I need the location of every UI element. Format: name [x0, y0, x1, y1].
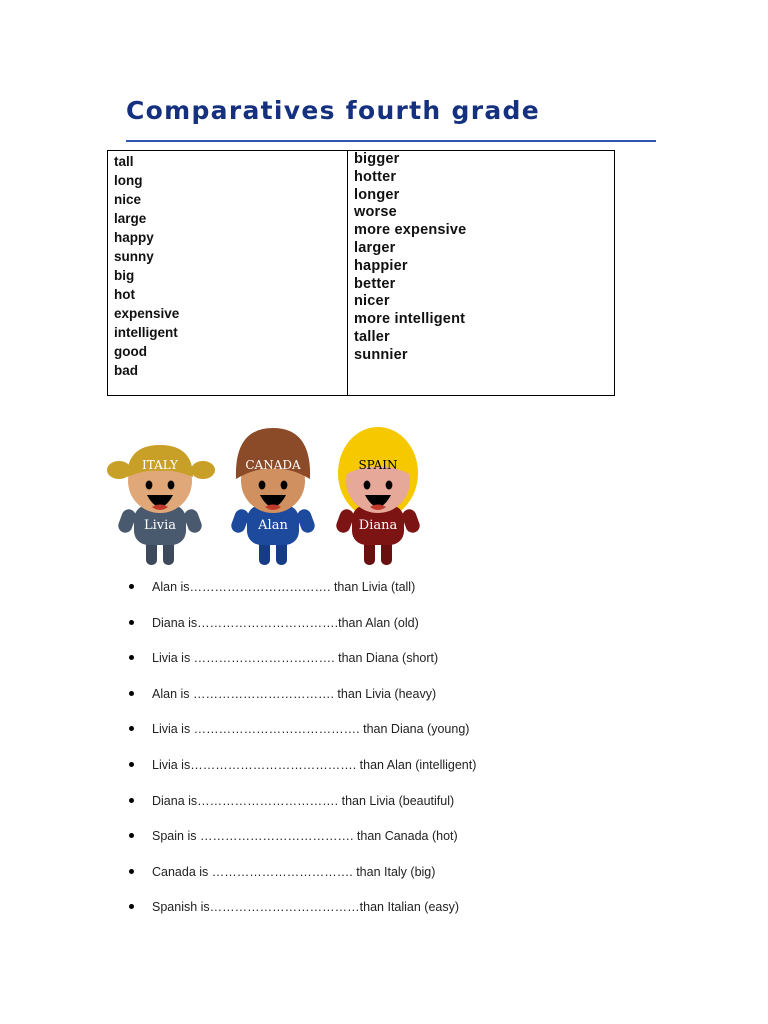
exercise-text: Spain is ………………………………. than Canada (hot): [152, 829, 458, 844]
country-label: SPAIN: [358, 458, 398, 472]
adjective-item: expensive: [114, 306, 180, 321]
adjective-item: long: [114, 173, 143, 188]
child-figure: [323, 425, 433, 570]
adjective-item: intelligent: [114, 325, 178, 340]
child-icon: [105, 425, 215, 570]
bullet-icon: [129, 798, 134, 803]
exercise-item: [127, 720, 476, 756]
comparative-column: [348, 151, 614, 395]
adjective-item: large: [114, 211, 147, 226]
bullet-icon: [129, 833, 134, 838]
adjective-item: bad: [114, 363, 139, 378]
child-name-label: Alan: [258, 518, 288, 533]
bullet-icon: [129, 869, 134, 874]
bullet-icon: [129, 691, 134, 696]
adjective-item: hot: [114, 287, 135, 302]
comparative-item: sunnier: [354, 346, 408, 363]
exercise-list: [127, 578, 476, 934]
bullet-icon: [129, 584, 134, 589]
exercise-text: Alan is……………………………. than Livia (tall): [152, 580, 416, 594]
title-underline: [126, 140, 656, 142]
children-illustration: [105, 425, 425, 570]
comparative-item: longer: [354, 186, 400, 203]
exercise-item: [127, 756, 476, 792]
child-figure: [105, 425, 215, 570]
bullet-icon: [129, 726, 134, 731]
child-figure: [218, 425, 328, 570]
exercise-item: [127, 792, 476, 828]
exercise-item: [127, 863, 476, 899]
exercise-item: [127, 614, 476, 650]
comparative-item: happier: [354, 257, 408, 274]
child-icon: [323, 425, 433, 570]
bullet-icon: [129, 904, 134, 909]
exercise-item: [127, 578, 476, 614]
comparative-item: bigger: [354, 151, 400, 167]
exercise-text: Livia is …………………………………. than Diana (young): [152, 722, 470, 737]
page-title: Comparatives fourth grade: [126, 96, 540, 125]
comparative-item: nicer: [354, 293, 390, 310]
comparative-item: more expensive: [354, 222, 467, 239]
exercise-text: Canada is ……………………………. than Italy (big): [152, 864, 436, 879]
comparative-item: worse: [354, 204, 397, 221]
country-label: CANADA: [245, 458, 301, 472]
adjective-item: sunny: [114, 249, 154, 264]
country-label: ITALY: [142, 458, 178, 472]
exercise-item: [127, 685, 476, 721]
word-table: [107, 150, 615, 396]
adjective-item: nice: [114, 192, 142, 207]
comparative-item: better: [354, 275, 396, 292]
exercise-text: Diana is…………………………….than Alan (old): [152, 615, 419, 630]
comparative-item: taller: [354, 328, 390, 345]
adjective-item: tall: [114, 154, 134, 169]
exercise-item: [127, 649, 476, 685]
exercise-item: [127, 898, 476, 934]
exercise-text: Alan is ……………………………. than Livia (heavy): [152, 686, 437, 701]
comparative-list: [348, 151, 614, 365]
exercise-text: Spanish is………………………………than Italian (easy): [152, 900, 460, 915]
adjective-list: [108, 151, 347, 380]
exercise-text: Livia is ……………………………. than Diana (short): [152, 651, 439, 666]
child-icon: [218, 425, 328, 570]
adjective-item: big: [114, 268, 135, 283]
adjective-item: happy: [114, 230, 154, 245]
child-name-label: Livia: [143, 518, 177, 533]
exercise-text: Diana is……………………………. than Livia (beautiful): [152, 793, 455, 808]
adjective-column: [108, 151, 348, 395]
exercise-item: [127, 827, 476, 863]
comparative-item: larger: [354, 239, 396, 256]
bullet-icon: [129, 655, 134, 660]
child-name-label: Diana: [358, 518, 398, 533]
adjective-item: good: [114, 344, 147, 359]
bullet-icon: [129, 762, 134, 767]
comparative-item: more intelligent: [354, 311, 466, 328]
exercise-text: Livia is…………………………………. than Alan (intelligent): [152, 757, 477, 772]
bullet-icon: [129, 620, 134, 625]
comparative-item: hotter: [354, 168, 397, 185]
